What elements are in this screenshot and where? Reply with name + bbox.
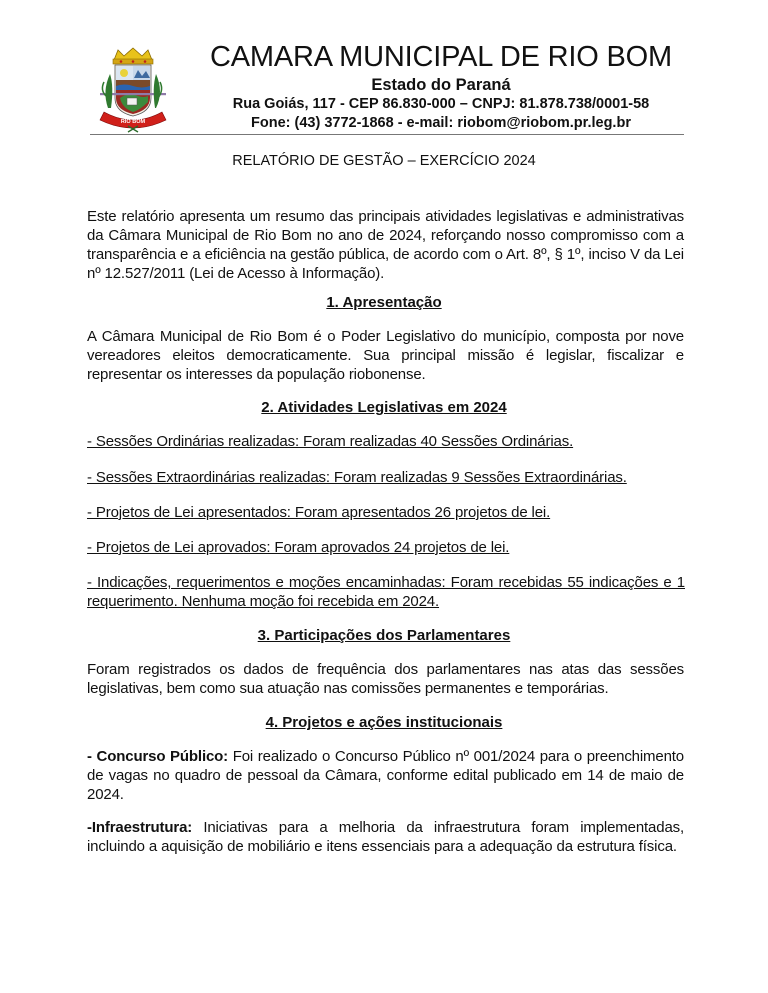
- letterhead-text: [198, 40, 684, 133]
- activity-item: - Sessões Ordinárias realizadas: Foram realizadas 40 Sessões Ordinárias.: [87, 433, 574, 450]
- svg-text:RIO BOM: RIO BOM: [120, 119, 146, 125]
- section-heading-projetos: 4. Projetos e ações institucionais: [265, 714, 503, 731]
- section-participacoes-text: Foram registrados os dados de frequência dos parlamentares nas atas das sessões legislativas, bem como sua atuação nas comissões permanentes e temporárias.: [87, 661, 684, 697]
- entry-text: Iniciativas para a melhoria da infraestrutura foram implementadas, incluindo a aquisição de mobiliário e itens essenciais para a adequação da estrutura física.: [87, 819, 684, 855]
- activity-item: - Indicações, requerimentos e moções encaminhadas: Foram recebidas 55 indicações e 1 requerimento. Nenhuma moção foi recebida em 2024.: [87, 574, 685, 610]
- activity-item: - Projetos de Lei aprovados: Foram aprovados 24 projetos de lei.: [87, 539, 510, 556]
- contact-line: Fone: (43) 3772-1868 - e-mail: riobom@riobom.pr.leg.br: [251, 115, 631, 131]
- section-apresentacao-text: A Câmara Municipal de Rio Bom é o Poder Legislativo do município, composta por nove vereadores eleitos democraticamente. Sua principal missão é legislar, fiscalizar e representar os interesses da população riobonense.: [87, 328, 684, 383]
- address-line: Rua Goiás, 117 - CEP 86.830-000 – CNPJ: 81.878.738/0001-58: [232, 96, 650, 112]
- rio-bom-coat-of-arms-icon: [94, 46, 172, 134]
- section-heading-atividades: 2. Atividades Legislativas em 2024: [261, 399, 507, 416]
- section-heading-participacoes: 3. Participações dos Parlamentares: [257, 627, 511, 644]
- entry-text: Foi realizado o Concurso Público nº 001/2024 para o preenchimento de vagas no quadro de pessoal da Câmara, conforme edital publicado em 14 de maio de 2024.: [87, 748, 684, 803]
- section-heading-apresentacao: 1. Apresentação: [326, 294, 442, 311]
- activity-item: - Sessões Extraordinárias realizadas: Foram realizadas 9 Sessões Extraordinárias.: [87, 469, 627, 486]
- intro-paragraph: Este relatório apresenta um resumo das principais atividades legislativas e administrativas da Câmara Municipal de Rio Bom no ano de 2024, reforçando nosso compromisso com a transparência e a eficiência na gestão pública, de acordo com o Art. 8º, § 1º, inciso V da Lei nº 12.527/2011 (Lei de Acesso à Informação).: [87, 208, 684, 282]
- entry-label: -Infraestrutura:: [87, 819, 193, 836]
- entry-infraestrutura: [87, 818, 684, 856]
- document-title: RELATÓRIO DE GESTÃO – EXERCÍCIO 2024: [232, 153, 536, 169]
- activity-item: - Projetos de Lei apresentados: Foram apresentados 26 projetos de lei.: [87, 504, 551, 521]
- letterhead: [88, 40, 684, 136]
- entry-concurso-publico: [87, 747, 684, 804]
- entry-label: - Concurso Público:: [87, 748, 229, 765]
- state-name: Estado do Paraná: [371, 76, 511, 94]
- institution-name: CAMARA MUNICIPAL DE RIO BOM: [210, 41, 672, 73]
- header-divider: [90, 134, 684, 135]
